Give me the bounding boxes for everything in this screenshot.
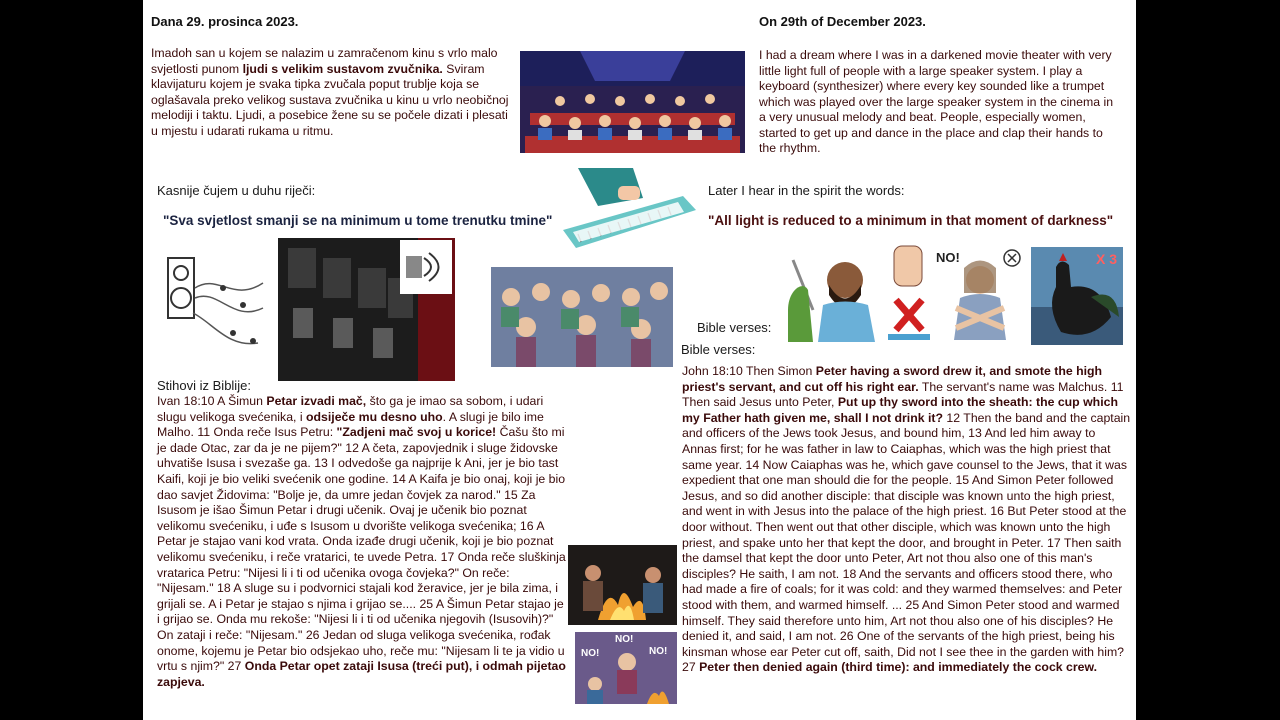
cinema-audience-icon [520,51,745,153]
hr-verse-bold: odsiječe mu desno uho [306,409,443,424]
rooster-image [1031,247,1123,345]
times-three-label: X 3 [1095,251,1117,267]
en-date: On 29th of December 2023. [759,14,926,29]
no-label-2: NO! [581,648,600,659]
hr-dream-part: Imadoh san u kojem se nalazim u zamračenom kinu s vrlo malo svjetlosti punom [151,46,498,76]
hr-quote: "Sva svjetlost smanji se na minimum u tome trenutku tmine" [163,213,553,228]
hr-verse-bold: "Zadjeni mač svoj u korice! [336,425,497,440]
hr-verse-part: što ga je imao sa sobom, i udari slugu velikoga svećenika, i [157,394,544,424]
stop-hand-icon [888,242,930,340]
cinema-audience-image [520,51,745,153]
no-label-3: NO! [649,646,668,657]
en-verses-body [682,364,1132,676]
en-quote: "All light is reduced to a minimum in that moment of darkness" [708,213,1114,228]
en-verse-bold: Peter having a sword drew it, and smote the high priest's servant, and cut off his right ear. [682,364,1103,394]
en-verse-bold: Put up thy sword into the sheath: the cup which my Father hath given me, shall I not drink it? [682,395,1118,425]
page [143,0,1136,720]
keyboard-icon [558,168,698,254]
speaker-system-icon [278,238,455,381]
speaker-music-notes-image [163,253,268,363]
en-verse-part: 12 Then the band and the captain and officers of the Jews took Jesus, and bound him, 13 And led him away to Annas first; for he was father in law to Caiaphas, which was the high priest that same year. 14 Now Caiaphas was he, which gave counsel to the Jews, that it was expedient that one man should die for the people. 15 And Simon Peter followed Jesus, and so did another disciple: that disciple was known unto the high priest, and went in with Jesus into the palace of the high priest. 16 But Peter stood at the door without. Then went out that other disciple, which was known unto the high priest, and spake unto her that kept the door, and brought in Peter. 17 Then saith the damsel that kept the door unto Peter, Art not thou also one of this man's disciples? He saith, I am not. 18 And the servants and officers stood there, who had made a fire of coals; for it was cold: and they warmed themselves: and Peter stood with them, and warmed himself. ... 25 And Simon Peter stood and warmed himself. They said therefore unto him, Art not thou also one of his disciples? He denied it, and said, I am not. 26 One of the servants of the high priest, being his kinsman whose ear Peter cut off, saith, Did not I see thee in the garden with him? 27 [682,410,1131,675]
hr-later: Kasnije čujem u duhu riječi: [157,183,316,198]
no-label-small: NO! [936,250,960,265]
speaker-system-image [278,238,455,381]
denial-figure-image [934,248,1026,340]
hr-dream-bold: ljudi s velikim sustavom zvučnika. [242,61,443,76]
hr-verse-part: . A slugi je bilo ime Malho. 11 Onda reče Isus Petru: [157,409,544,440]
crowd-dancing-image [491,267,673,367]
hr-verse-part: Čašu što mi je dade Otac, zar da je ne pijem?" 12 A četa, zapovjednik i sluge židovske uhvatiše Isusa i svezaše ga. 13 I odvedoše ga najprije k Ani, jer je bio tast Kaifi, koji je bio veliki svećenik one godine. 14 A Kaifa je bio onaj, koji je bio dao savjet Židovima: "Bolje je, da umre jedan čovjek za narod." 15 Za Isusom je išao Šimun Petar i drugi učenik. Ovaj je učenik bio poznat velikomu svećeniku, i uđe s Isusom u dvorište velikoga svećenika; 16 A Petar je stajao vani kod vrata. Onda izađe drugi učenik, koji je bio poznat velikomu svećeniku, i reče vratarici, te uvede Petra. 17 Onda reče sluškinja vratarica Petru: "Nijesi li i ti od učenika ovoga čovjeka?" On reče: "Nijesam." 18 A sluge su i podvornici stajali kod žeravice, jer je bila zima, i grijali se. A i Petar je stajao s njima i grijao se.... 25 A Šimun Petar stajao je i grijao se. Onda mu rekoše: "Nijesi li i ti od učenika njegovih (Isusovih)?" On zataji i reče: "Nijesam." 26 Jedan od sluga velikoga svećenika, rođak onome, kojemu je Petar bio odsjekao uho, reče mu: "Nijesam li te ja vidio u vrtu s njim?" 27 [157,425,566,674]
hand-stop-image [888,242,930,340]
en-verse-part: The servant's name was Malchus. 11 Then said Jesus unto Peter, [682,379,1124,410]
peter-sword-image [783,250,883,342]
hr-verse-bold: Petar izvadi mač, [266,394,367,408]
en-verse-part: John 18:10 Then Simon [682,364,816,378]
fire-warming-image [568,545,677,625]
speaker-icon [163,253,268,363]
en-verses-heading-2: Bible verses: [681,342,756,357]
no-label-1: NO! [615,634,634,645]
fire-icon [568,545,677,625]
hr-verses-body [157,394,569,690]
en-later: Later I hear in the spirit the words: [708,183,905,198]
hr-verse-part: Ivan 18:10 A Šimun [157,394,267,408]
en-dream-text: I had a dream where I was in a darkened movie theater with very little light full of people with a large speaker system. I play a keyboard (synthesizer) where every key sounded like a trumpet which was played over the large speaker system in the cinema in a very unusual melody and beat. People, especially women, started to get up and dance in the place and clap their hands to the rhythm. [759,48,1114,155]
hr-dream-part: Sviram klavijaturu kojem je svaka tipka zvučala poput trublje koja se oglašavala preko velikog sustava zvučnika u kinu u vrlo neobičnoj melodiji i taktu. Ljudi, a posebice žene su se počele dizati i plesati u mjestu i udarati rukama u ritmu. [151,61,509,138]
sword-icon [783,250,883,342]
crowd-icon [491,267,673,367]
en-verse-bold: Peter then denied again (third time): and immediately the cock crew. [699,660,1098,675]
en-verses-heading-1: Bible verses: [697,320,772,335]
denial-cartoon-image [575,632,677,704]
hr-dream-text [151,46,513,139]
hr-verse-bold: Onda Petar opet zataji Isusa (treći put), i odmah pijetao zapjeva. [157,659,566,689]
hr-date: Dana 29. prosinca 2023. [151,14,299,29]
keyboard-player-image [558,168,698,254]
hr-verses-heading: Stihovi iz Biblije: [157,378,251,393]
